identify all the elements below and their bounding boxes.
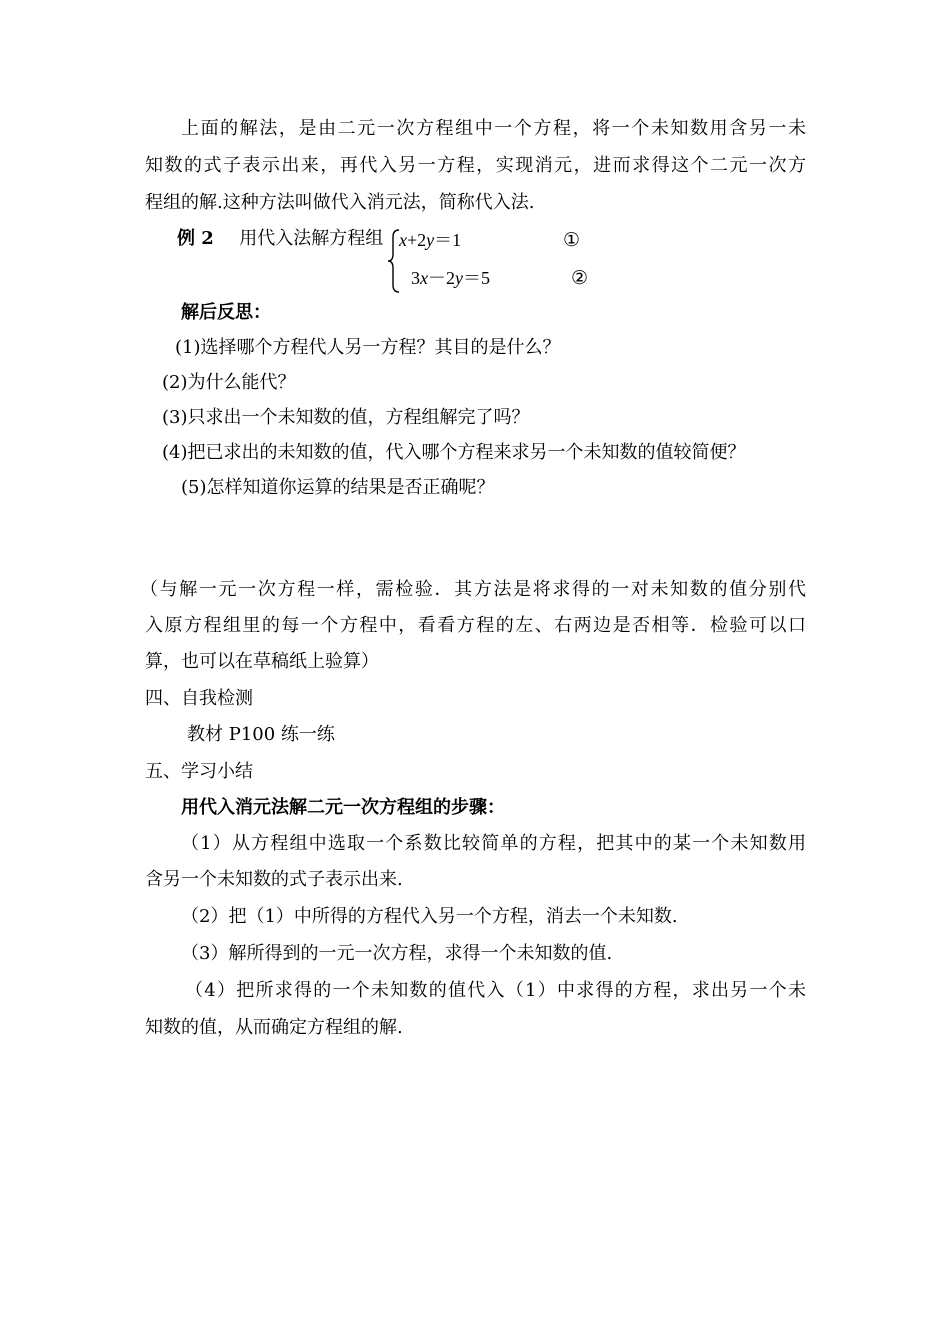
step-4-line-1: （4）把所求得的一个未知数的值代入（1）中求得的方程，求出另一个未 [185, 980, 806, 1001]
example-line [177, 227, 383, 251]
equation-1 [399, 228, 461, 252]
eq2-x: x [420, 268, 428, 288]
reflection-title: 解后反思： [181, 302, 271, 323]
intro-line-2: 知数的式子表示出来，再代入另一方程，实现消元，进而求得这个二元一次方 [145, 155, 806, 176]
eq1-rhs: ＝1 [434, 230, 462, 250]
eq2-minus: －2 [428, 268, 455, 288]
intro-line-3: 程组的解.这种方法叫做代入消元法，简称代入法. [145, 192, 535, 213]
eq1-plus: +2 [407, 230, 427, 250]
check-line-2: 入原方程组里的每一个方程中，看看方程的左、右两边是否相等．检验可以口 [145, 615, 806, 636]
step-1-line-1: （1）从方程组中选取一个系数比较简单的方程，把其中的某一个未知数用 [181, 833, 806, 854]
example-label: 例 2 [177, 228, 214, 249]
circled-one-marker: ① [563, 229, 581, 251]
eq1-y: y [426, 230, 435, 250]
section-4-heading: 四、自我检测 [145, 688, 253, 709]
eq2-coef: 3 [411, 268, 420, 288]
reflection-question-5: (5)怎样知道你运算的结果是否正确呢？ [181, 477, 495, 498]
check-line-3: 算，也可以在草稿纸上验算） [145, 651, 379, 672]
reflection-question-2: (2)为什么能代？ [162, 372, 296, 393]
eq1-x: x [399, 230, 407, 250]
equation-2 [411, 266, 490, 290]
reflection-question-4: (4)把已求出的未知数的值，代入哪个方程来求另一个未知数的值较简便？ [162, 442, 746, 463]
check-line-1: （与解一元一次方程一样，需检验．其方法是将求得的一对未知数的值分别代 [140, 579, 806, 600]
eq2-y: y [455, 268, 463, 288]
step-2: （2）把（1）中所得的方程代入另一个方程，消去一个未知数. [181, 906, 678, 927]
step-3: （3）解所得到的一元一次方程，求得一个未知数的值. [181, 943, 613, 964]
section-4-content: 教材 P100 练一练 [187, 724, 335, 745]
step-1-line-2: 含另一个未知数的式子表示出来. [145, 869, 403, 890]
steps-title: 用代入消元法解二元一次方程组的步骤： [181, 797, 505, 818]
intro-line-1: 上面的解法，是由二元一次方程组中一个方程，将一个未知数用含另一未 [181, 118, 806, 139]
reflection-question-1: (1)选择哪个方程代人另一方程？其目的是什么？ [175, 337, 561, 358]
equation-system [385, 226, 645, 296]
circled-two-marker: ② [571, 267, 589, 289]
section-5-heading: 五、学习小结 [145, 761, 253, 782]
reflection-question-3: (3)只求出一个未知数的值，方程组解完了吗？ [162, 407, 530, 428]
example-text: 用代入法解方程组 [239, 228, 384, 249]
step-4-line-2: 知数的值，从而确定方程组的解. [145, 1017, 403, 1038]
eq2-rhs: ＝5 [463, 268, 490, 288]
